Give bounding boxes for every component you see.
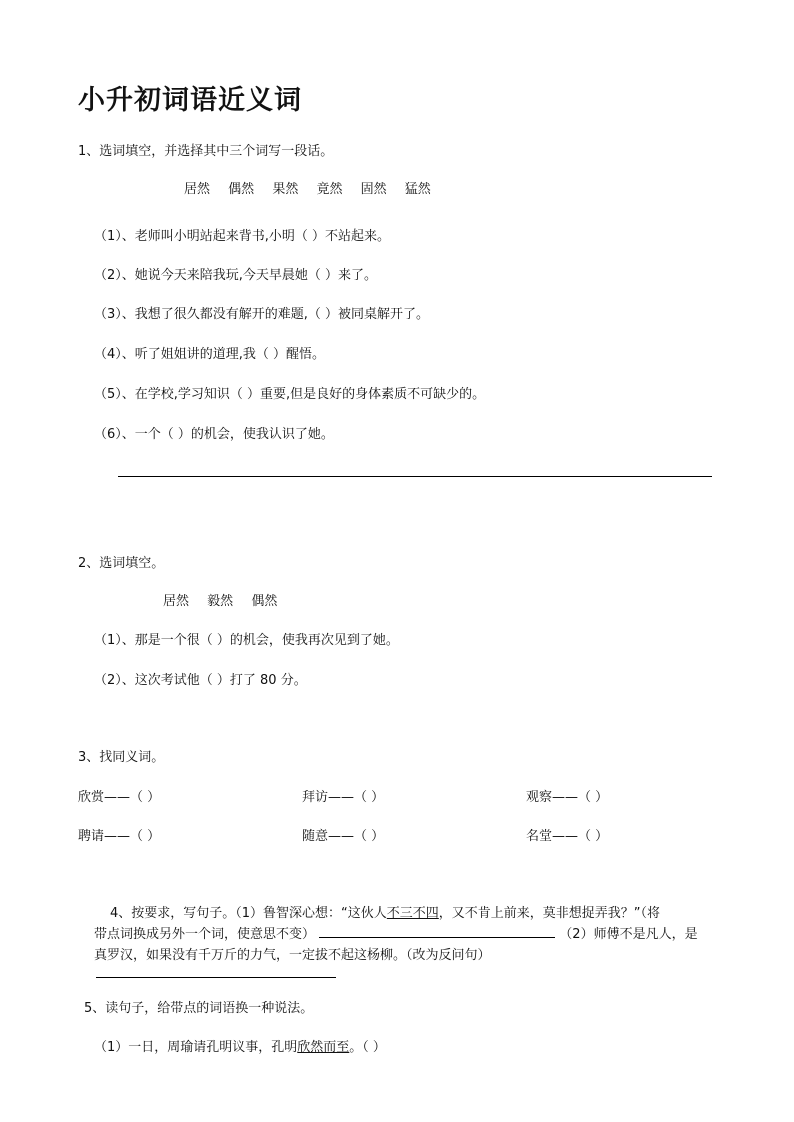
word-bank-item: 竟然 bbox=[316, 182, 343, 197]
synonym-item: 名堂——（ ） bbox=[526, 829, 609, 844]
synonym-item: 观察——（ ） bbox=[526, 790, 609, 805]
section-5-text: 。（ ） bbox=[349, 1040, 386, 1055]
question-item: （5）、在学校,学习知识（ ）重要,但是良好的身体素质不可缺少的。 bbox=[94, 387, 486, 402]
word-bank-item: 毅然 bbox=[207, 594, 234, 609]
answer-line bbox=[96, 977, 336, 978]
question-item: （4）、听了姐姐讲的道理,我（ ）醒悟。 bbox=[94, 347, 326, 362]
question-item: （6）、一个（ ）的机会，使我认识了她。 bbox=[94, 427, 334, 442]
synonym-item: 欣赏——（ ） bbox=[78, 790, 161, 805]
question-item: （2）、这次考试他（ ）打了 80 分。 bbox=[94, 673, 307, 688]
section-1-word-bank bbox=[184, 178, 445, 197]
answer-line bbox=[118, 476, 712, 477]
word-bank-item: 偶然 bbox=[251, 594, 278, 609]
section-2-word-bank bbox=[163, 590, 291, 609]
word-bank-item: 果然 bbox=[272, 182, 299, 197]
section-4-line-3: 真罗汉，如果没有千万斤的力气，一定拔不起这杨柳。（改为反问句） bbox=[94, 948, 491, 963]
question-item bbox=[94, 1036, 386, 1055]
section-4-line-1 bbox=[110, 902, 660, 921]
word-bank-item: 偶然 bbox=[228, 182, 255, 197]
section-4-text: 带点词换成另外一个词，使意思不变） bbox=[94, 927, 316, 942]
marked-phrase: 不三不四 bbox=[386, 906, 439, 921]
section-3-heading: 3、找同义词。 bbox=[78, 750, 165, 765]
marked-phrase: 欣然而至 bbox=[297, 1040, 350, 1055]
word-bank-item: 固然 bbox=[360, 182, 387, 197]
word-bank-item: 猛然 bbox=[404, 182, 431, 197]
section-2-heading: 2、选词填空。 bbox=[78, 556, 165, 571]
section-1-heading: 1、选词填空，并选择其中三个词写一段话。 bbox=[78, 144, 334, 159]
synonym-item: 聘请——（ ） bbox=[78, 829, 161, 844]
section-5-text: （1）一日，周瑜请孔明议事，孔明 bbox=[94, 1040, 298, 1055]
synonym-item: 拜访——（ ） bbox=[302, 790, 385, 805]
question-item: （3）、我想了很久都没有解开的难题,（ ）被同桌解开了。 bbox=[94, 307, 430, 322]
section-4-text: （2）师傅不是凡人，是 bbox=[559, 927, 698, 942]
question-item: （2）、她说今天来陪我玩,今天早晨她（ ）来了。 bbox=[94, 268, 378, 283]
word-bank-item: 居然 bbox=[163, 594, 190, 609]
section-4-text: ，又不肯上前来，莫非想捉弄我？”（将 bbox=[438, 906, 661, 921]
section-5-heading: 5、读句子，给带点的词语换一种说法。 bbox=[84, 1001, 314, 1016]
section-4-text: 4、按要求，写句子。（1）鲁智深心想：“这伙人 bbox=[110, 906, 387, 921]
synonym-item: 随意——（ ） bbox=[302, 829, 385, 844]
page-title: 小升初词语近义词 bbox=[78, 85, 302, 116]
word-bank-item: 居然 bbox=[184, 182, 211, 197]
question-item: （1）、老师叫小明站起来背书,小明（ ）不站起来。 bbox=[94, 229, 391, 244]
section-4-line-2 bbox=[94, 923, 698, 942]
question-item: （1）、那是一个很（ ）的机会，使我再次见到了她。 bbox=[94, 633, 399, 648]
answer-line bbox=[319, 925, 555, 938]
